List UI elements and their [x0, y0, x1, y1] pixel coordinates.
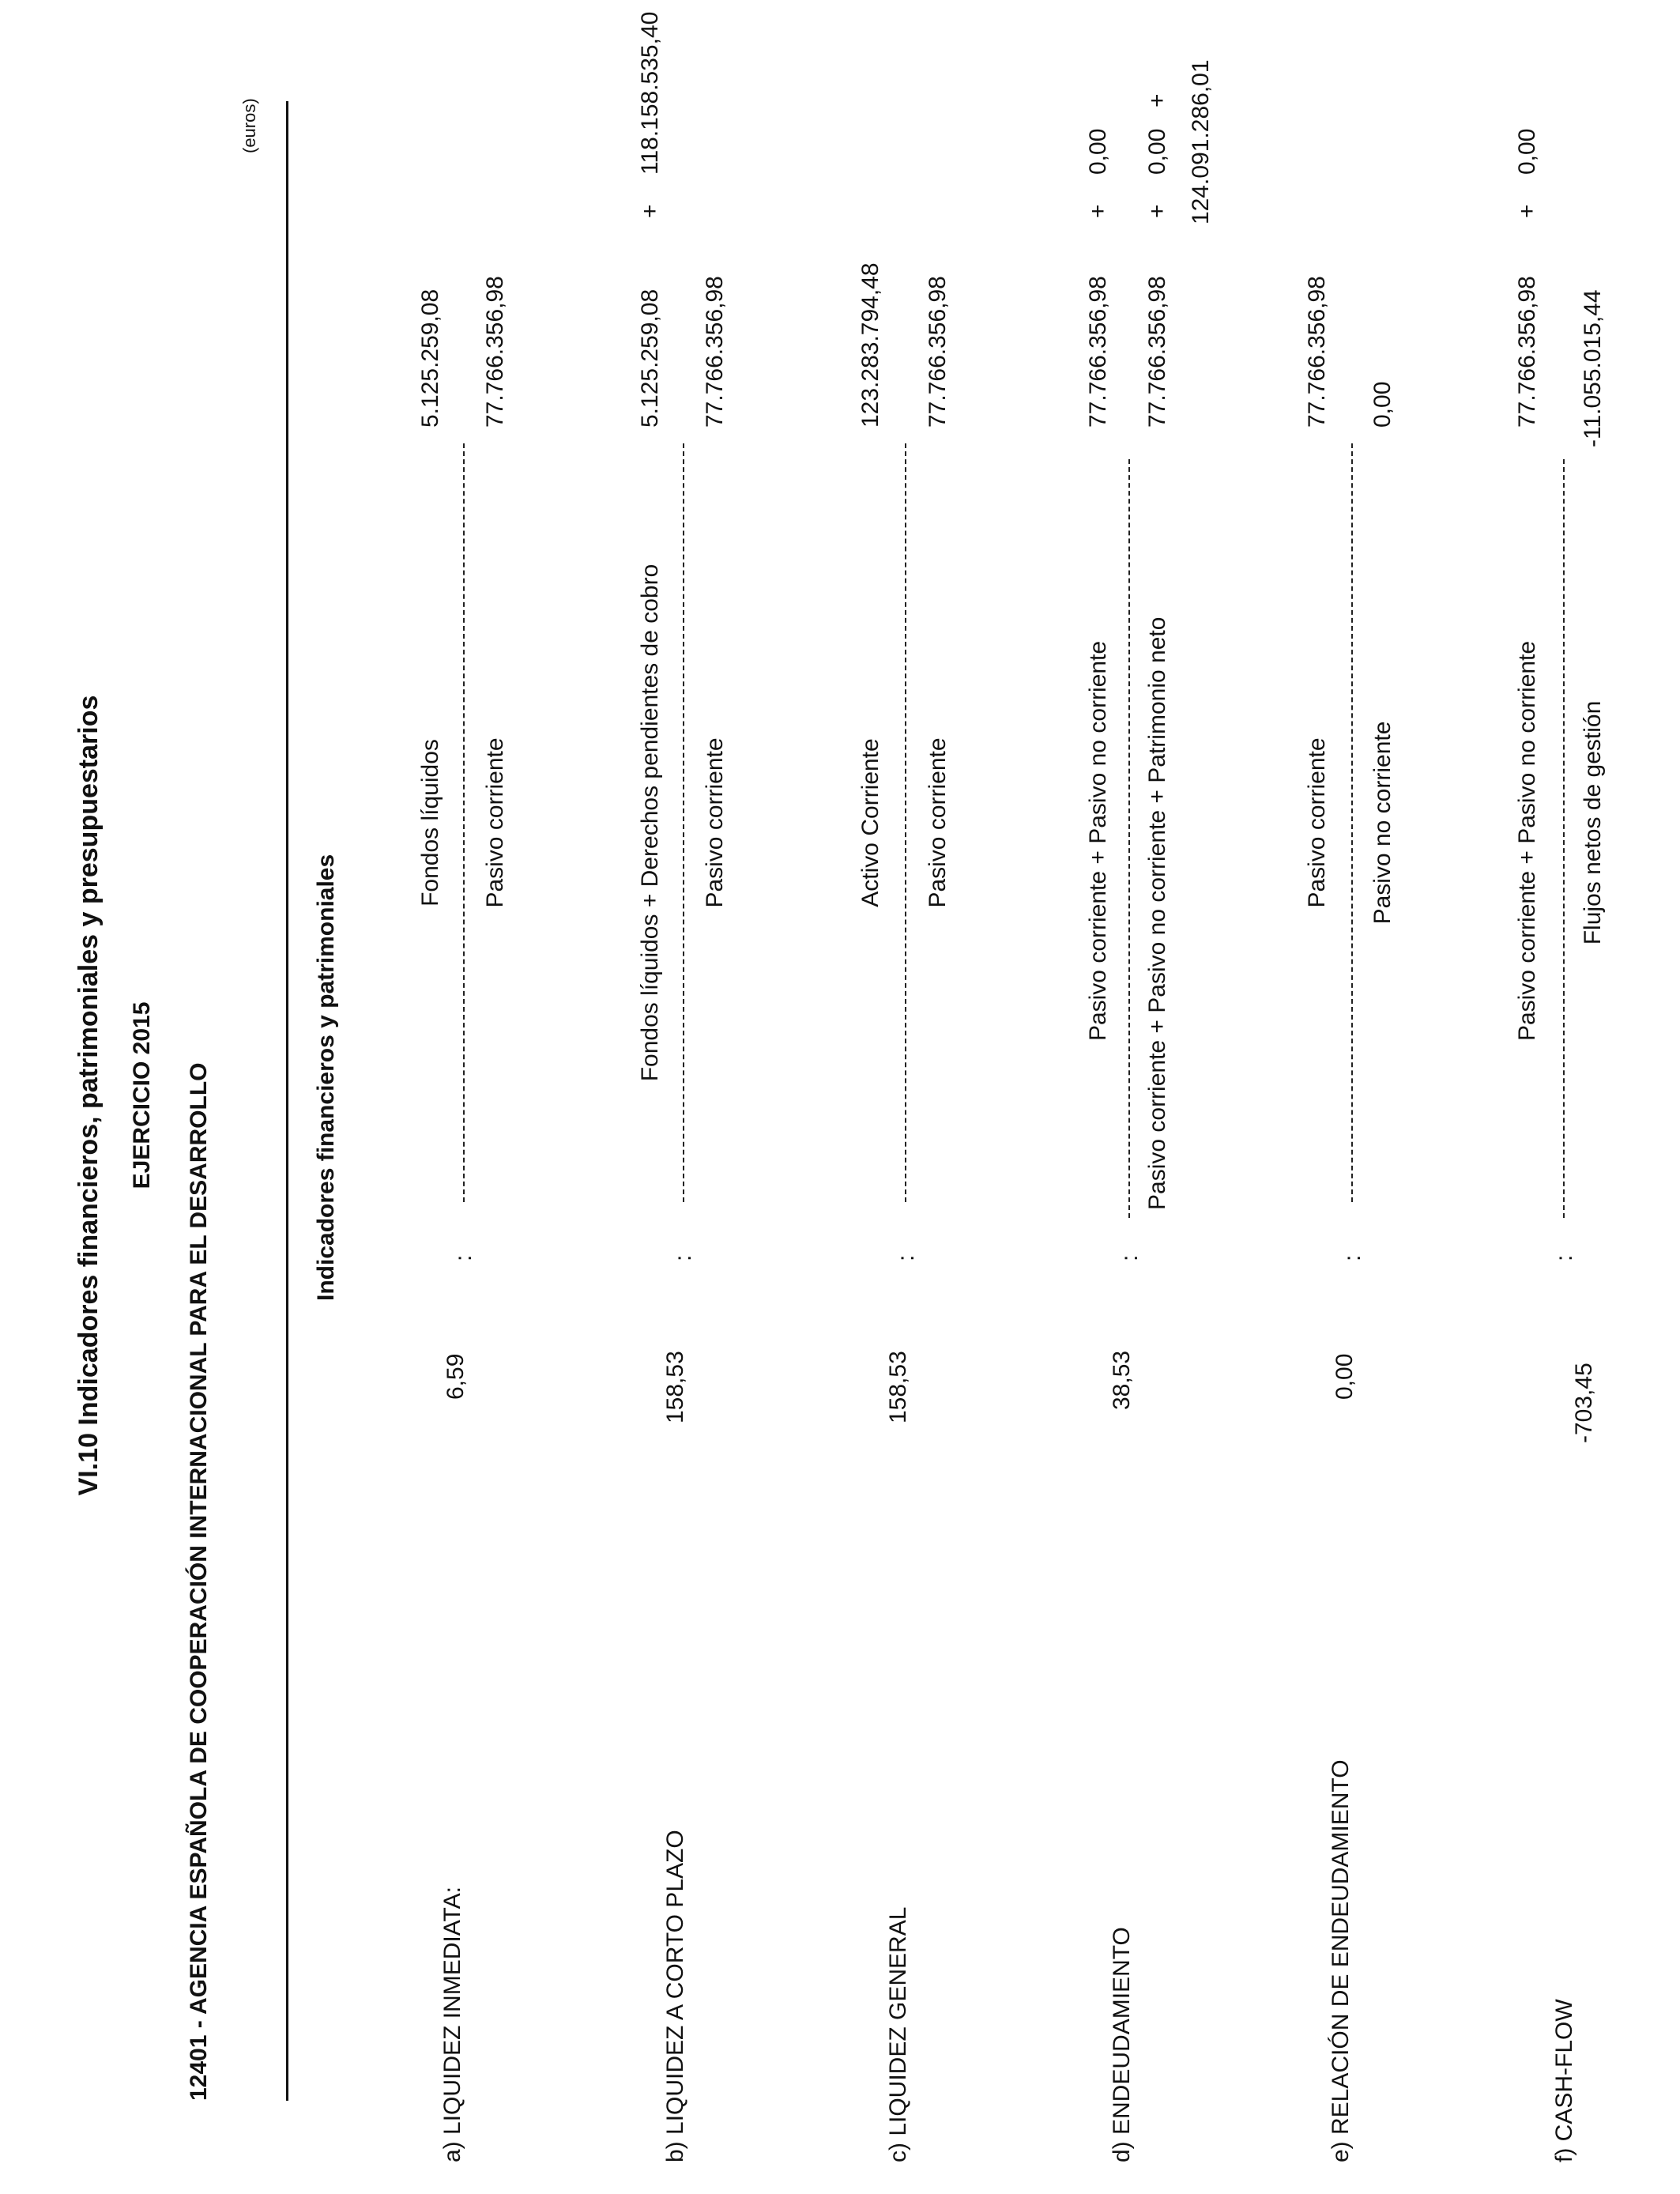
- numerator-formula: Pasivo corriente + Pasivo no corriente: [1085, 640, 1111, 1042]
- indicator-label: e) RELACIÓN DE ENDEUDAMIENTO: [1328, 1759, 1354, 2162]
- indicator-label: b) LIQUIDEZ A CORTO PLAZO: [662, 1830, 688, 2162]
- fraction-line: [1351, 443, 1353, 1202]
- indicator-label: f) CASH-FLOW: [1551, 1999, 1577, 2162]
- numerator-value: 5.125.259,08: [637, 288, 663, 428]
- numerator-value-2: 118.158.535,40: [637, 11, 663, 175]
- indicator-value: 158,53: [662, 1351, 688, 1423]
- indicator-value: 6,59: [443, 1353, 469, 1400]
- denominator-formula: Pasivo corriente + Pasivo no corriente + Patrimonio neto: [1144, 616, 1170, 1210]
- indicator-label: a) LIQUIDEZ INMEDIATA:: [439, 1887, 465, 2162]
- plus-sign: +: [1514, 204, 1540, 218]
- denominator-formula: Pasivo no corriente: [1369, 721, 1396, 925]
- colon: :: [1117, 1254, 1143, 1261]
- denominator-value: -11.055.015,44: [1580, 289, 1606, 447]
- colon: :: [670, 1254, 696, 1261]
- denominator-value: 77.766.356,98: [482, 276, 508, 428]
- fraction-line: [1128, 459, 1130, 1218]
- fraction-line: [1563, 459, 1565, 1218]
- numerator-formula: Fondos líquidos + Derechos pendientes de cobro: [637, 564, 663, 1082]
- fraction-line: [463, 443, 465, 1202]
- denominator-value-3: 124.091.286,01: [1188, 59, 1214, 224]
- numerator-value: 77.766.356,98: [1514, 276, 1540, 428]
- entity-heading: 12401 - AGENCIA ESPAÑOLA DE COOPERACIÓN INTERNACIONAL PARA EL DESARROLLO: [186, 1062, 212, 2101]
- numerator-formula: Pasivo corriente: [1304, 737, 1330, 908]
- numerator-formula: Fondos líquidos: [417, 739, 443, 907]
- denominator-value: 77.766.356,98: [702, 276, 728, 428]
- indicator-value: -703,45: [1571, 1363, 1597, 1443]
- denominator-formula: Pasivo corriente: [925, 737, 951, 908]
- plus-sign: +: [1144, 93, 1170, 107]
- colon: :: [1339, 1254, 1365, 1261]
- plus-sign: +: [1144, 204, 1170, 218]
- colon: :: [893, 1254, 919, 1261]
- denominator-formula: Pasivo corriente: [482, 737, 508, 908]
- indicator-label: d) ENDEUDAMIENTO: [1109, 1927, 1135, 2162]
- denominator-formula: Pasivo corriente: [702, 737, 728, 908]
- numerator-value: 77.766.356,98: [1304, 276, 1330, 428]
- page-title: VI.10 Indicadores financieros, patrimoniales y presupuestarios: [73, 695, 104, 1496]
- section-heading: Indicadores financieros y patrimoniales: [313, 854, 339, 1301]
- header-rule: [286, 101, 288, 2101]
- numerator-value: 123.283.794,48: [857, 262, 883, 428]
- numerator-value-2: 0,00: [1514, 128, 1540, 175]
- denominator-value: 77.766.356,98: [1144, 276, 1170, 428]
- denominator-value-2: 0,00: [1144, 128, 1170, 175]
- numerator-value-2: 0,00: [1085, 128, 1111, 175]
- colon: :: [1551, 1254, 1577, 1261]
- units-label: (euros): [239, 98, 259, 153]
- fraction-line: [905, 443, 906, 1202]
- indicator-value: 38,53: [1109, 1350, 1135, 1410]
- plus-sign: +: [637, 204, 663, 218]
- fraction-line: [683, 443, 684, 1202]
- indicator-value: 158,53: [885, 1351, 911, 1423]
- numerator-value: 5.125.259,08: [417, 288, 443, 428]
- denominator-formula: Flujos netos de gestión: [1580, 700, 1606, 945]
- indicator-value: 0,00: [1332, 1353, 1358, 1400]
- colon: :: [450, 1254, 477, 1261]
- numerator-formula: Pasivo corriente + Pasivo no corriente: [1514, 640, 1540, 1042]
- plus-sign: +: [1085, 204, 1111, 218]
- numerator-formula: Activo Corriente: [857, 738, 883, 907]
- denominator-value: 77.766.356,98: [925, 276, 951, 428]
- ejercicio-heading: EJERCICIO 2015: [129, 1001, 155, 1189]
- denominator-value: 0,00: [1369, 381, 1396, 428]
- indicator-label: c) LIQUIDEZ GENERAL: [885, 1906, 911, 2162]
- numerator-value: 77.766.356,98: [1085, 276, 1111, 428]
